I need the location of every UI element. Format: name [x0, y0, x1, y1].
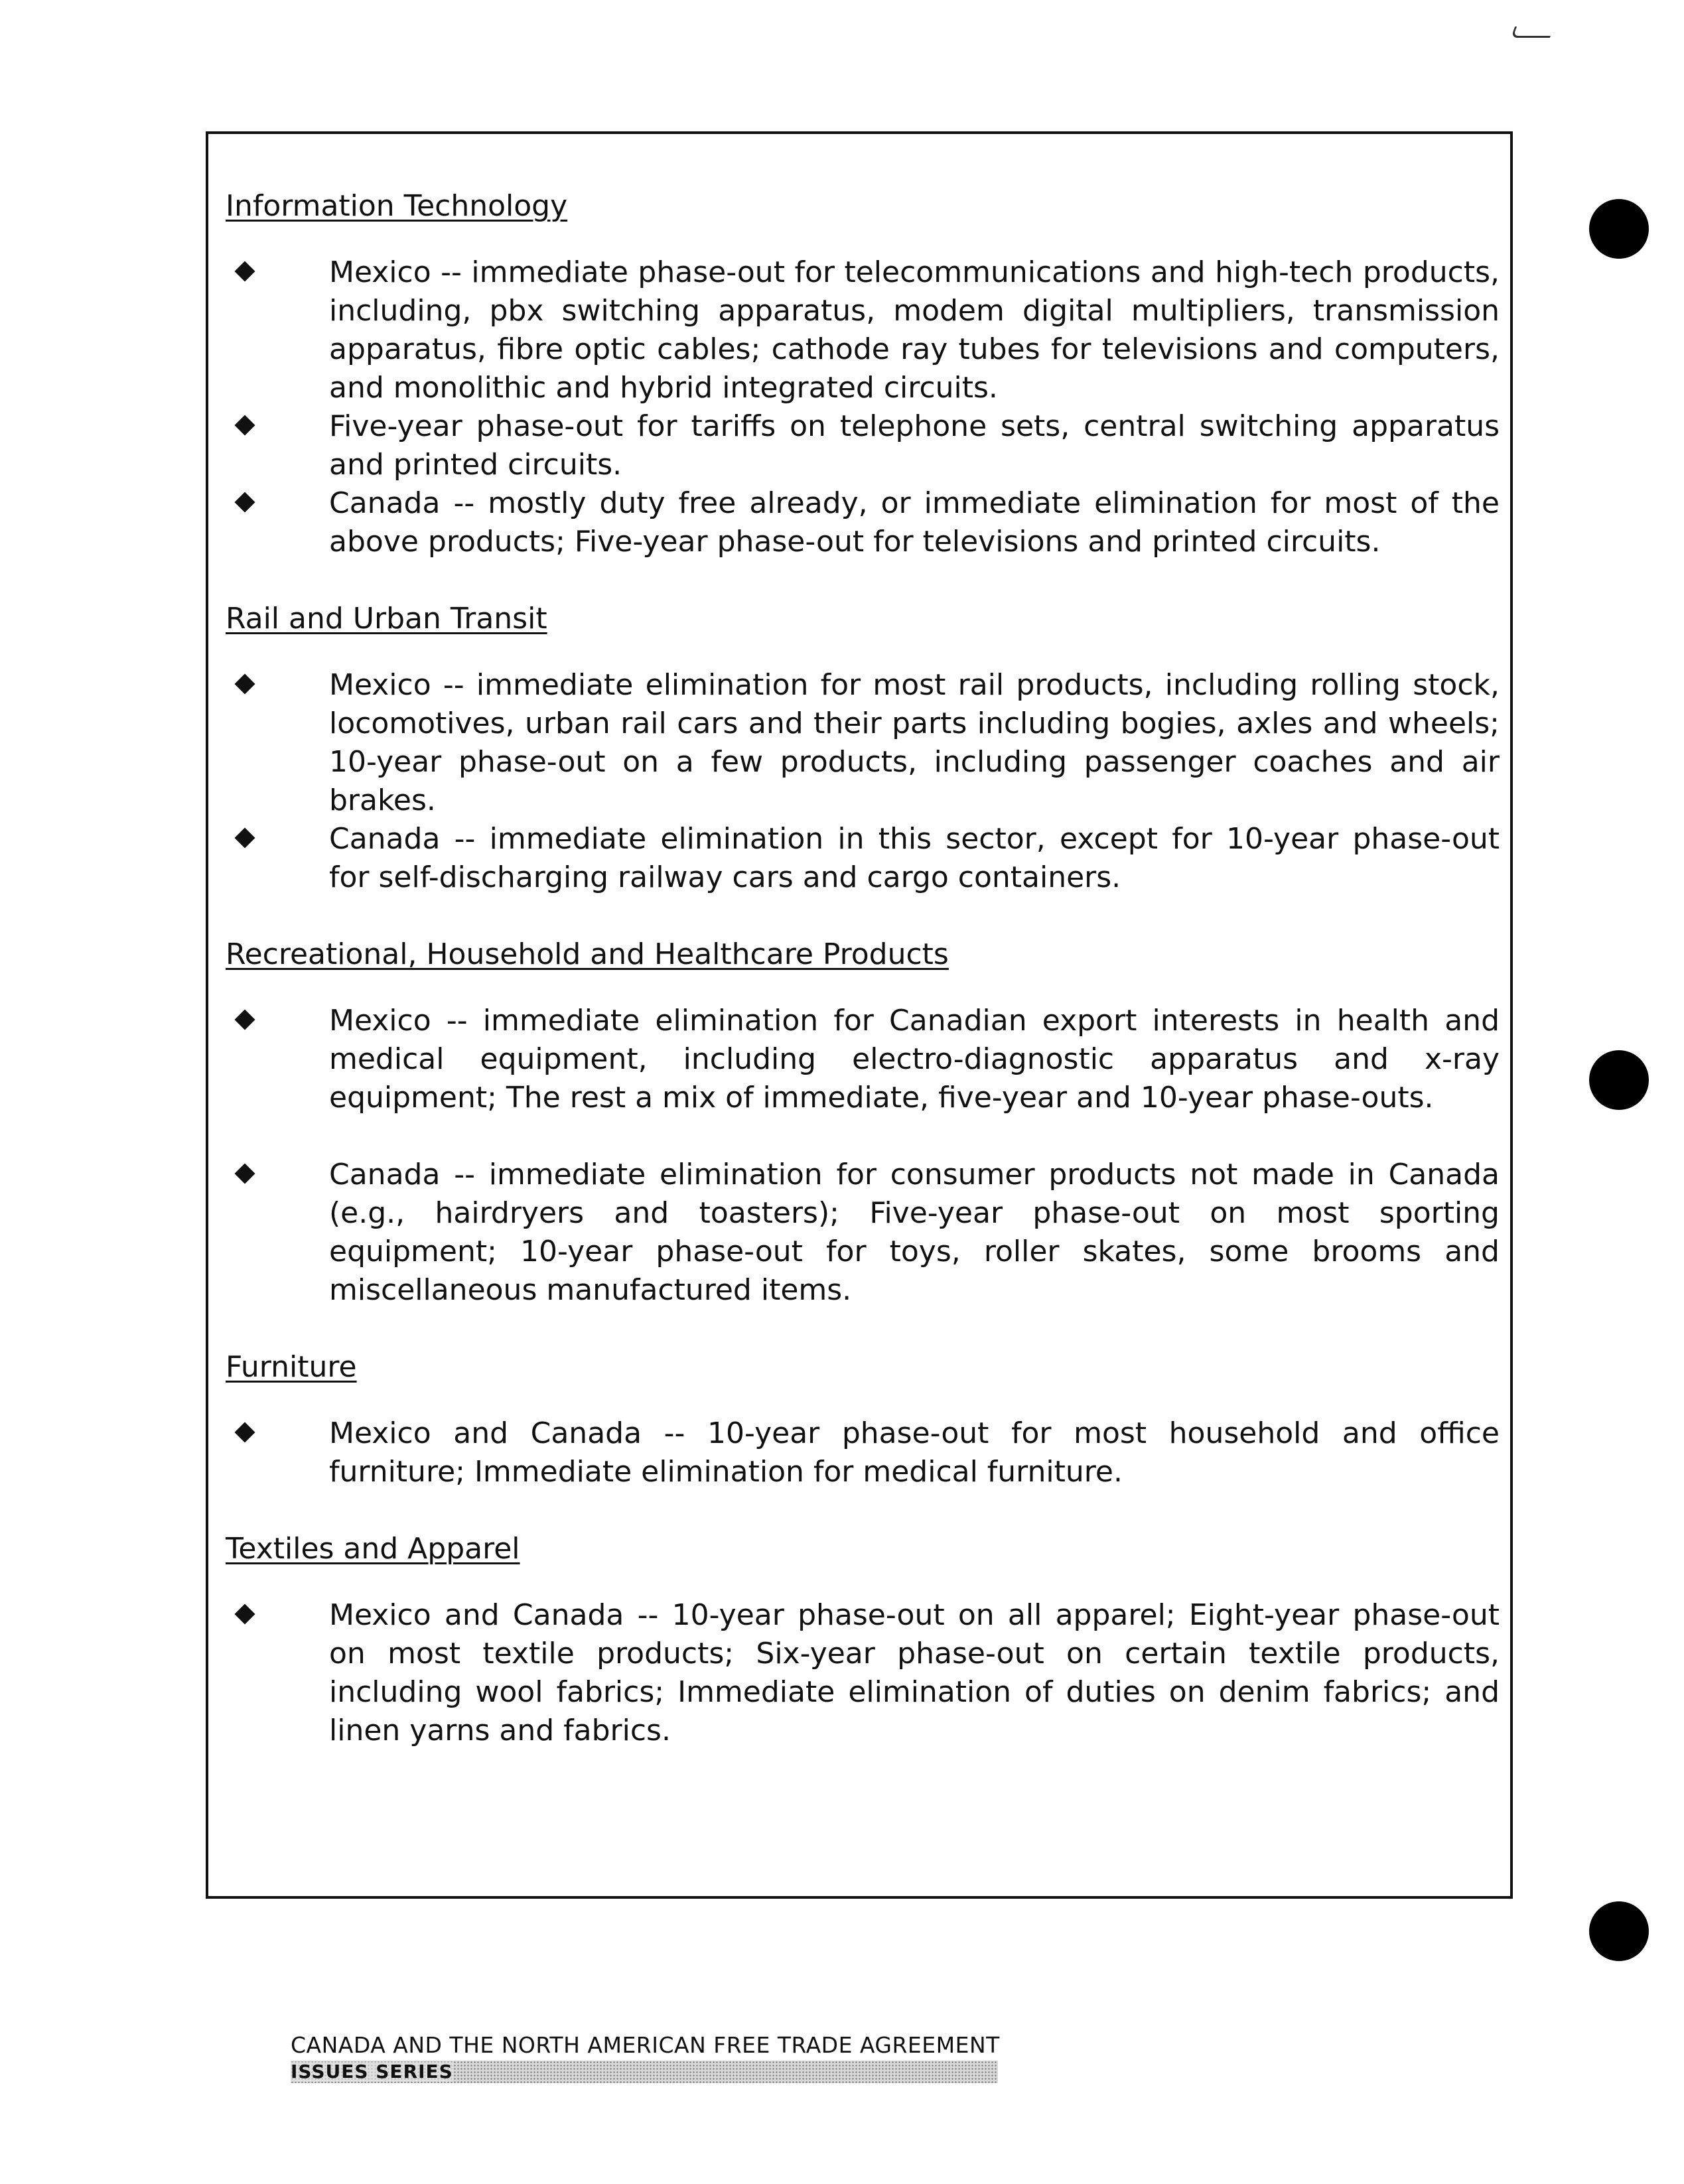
diamond-bullet-icon: [234, 261, 255, 281]
list-item: [226, 1414, 1500, 1491]
footer-series-label: ISSUES SERIES: [291, 2061, 453, 2082]
section-title: Textiles and Apparel: [226, 1532, 520, 1566]
bullet-list: [226, 253, 1500, 561]
section-rail-and-urban-transit: [226, 600, 1500, 897]
scan-mark: [1511, 27, 1554, 38]
list-item-text: Mexico and Canada -- 10-year phase-out for most household and office furniture; Immediate elimination for medical furniture.: [329, 1416, 1500, 1489]
list-item-text: Five-year phase-out for tariffs on telephone sets, central switching apparatus and printed circuits.: [329, 409, 1500, 482]
list-item: [226, 1596, 1500, 1750]
diamond-bullet-icon: [234, 1604, 255, 1624]
list-item-text: Mexico -- immediate elimination for most rail products, including rolling stock, locomotives, urban rail cars and their parts including bogies, axles and wheels; 10-year phase-out on a few products, including passenger coaches and air brakes.: [329, 668, 1500, 817]
punch-hole-middle: [1589, 1050, 1649, 1110]
section-furniture: [226, 1348, 1500, 1491]
diamond-bullet-icon: [234, 673, 255, 694]
diamond-bullet-icon: [234, 1422, 255, 1442]
section-textiles-and-apparel: [226, 1530, 1500, 1750]
section-recreational-household-healthcare: [226, 935, 1500, 1310]
list-item-text: Canada -- mostly duty free already, or immediate elimination for most of the above products; Five-year phase-out for televisions and printed circuits.: [329, 486, 1500, 559]
section-information-technology: [226, 187, 1500, 561]
list-item-text: Mexico -- immediate elimination for Canadian export interests in health and medical equipment, including electro-diagnostic apparatus and x-ray equipment; The rest a mix of immediate, five-year and 10-year phase-outs.: [329, 1004, 1500, 1115]
section-title: Recreational, Household and Healthcare Products: [226, 937, 949, 971]
list-item: [226, 1156, 1500, 1310]
section-title: Furniture: [226, 1350, 357, 1384]
section-title: Information Technology: [226, 189, 568, 223]
list-item-text: Canada -- immediate elimination for consumer products not made in Canada (e.g., hairdryers and toasters); Five-year phase-out on most sporting equipment; 10-year phase-out for toys, roller skates, some brooms and miscellaneous manufactured items.: [329, 1158, 1500, 1307]
diamond-bullet-icon: [234, 1009, 255, 1030]
section-title: Rail and Urban Transit: [226, 602, 547, 636]
list-item-text: Mexico -- immediate phase-out for telecommunications and high-tech products, including, pbx switching apparatus, modem digital multipliers, transmission apparatus, fibre optic cables; cathode ray tubes for televisions and computers, and monolithic and hybrid integrated circuits.: [329, 255, 1500, 405]
punch-hole-top: [1589, 199, 1649, 259]
list-item: [226, 820, 1500, 897]
list-item: [226, 1002, 1500, 1117]
bullet-list: [226, 1414, 1500, 1491]
bullet-list: [226, 666, 1500, 897]
content-body: [226, 187, 1500, 1769]
diamond-bullet-icon: [234, 827, 255, 848]
bullet-list: [226, 1596, 1500, 1750]
footer-title: CANADA AND THE NORTH AMERICAN FREE TRADE AGREEMENT: [291, 2032, 1000, 2058]
page-footer: [291, 2031, 1000, 2083]
footer-series-bar: [291, 2061, 998, 2083]
diamond-bullet-icon: [234, 415, 255, 435]
list-item: [226, 407, 1500, 484]
bullet-list: [226, 1002, 1500, 1310]
list-item: [226, 484, 1500, 561]
list-item-text: Canada -- immediate elimination in this sector, except for 10-year phase-out for self-discharging railway cars and cargo containers.: [329, 822, 1500, 894]
list-item-text: Mexico and Canada -- 10-year phase-out on all apparel; Eight-year phase-out on most textile products; Six-year phase-out on certain textile products, including wool fabrics; Immediate elimination of duties on denim fabrics; and linen yarns and fabrics.: [329, 1598, 1500, 1747]
content-box: [206, 131, 1513, 1899]
list-item: [226, 666, 1500, 820]
diamond-bullet-icon: [234, 1163, 255, 1184]
diamond-bullet-icon: [234, 492, 255, 512]
list-item: [226, 253, 1500, 407]
punch-hole-bottom: [1589, 1901, 1649, 1961]
